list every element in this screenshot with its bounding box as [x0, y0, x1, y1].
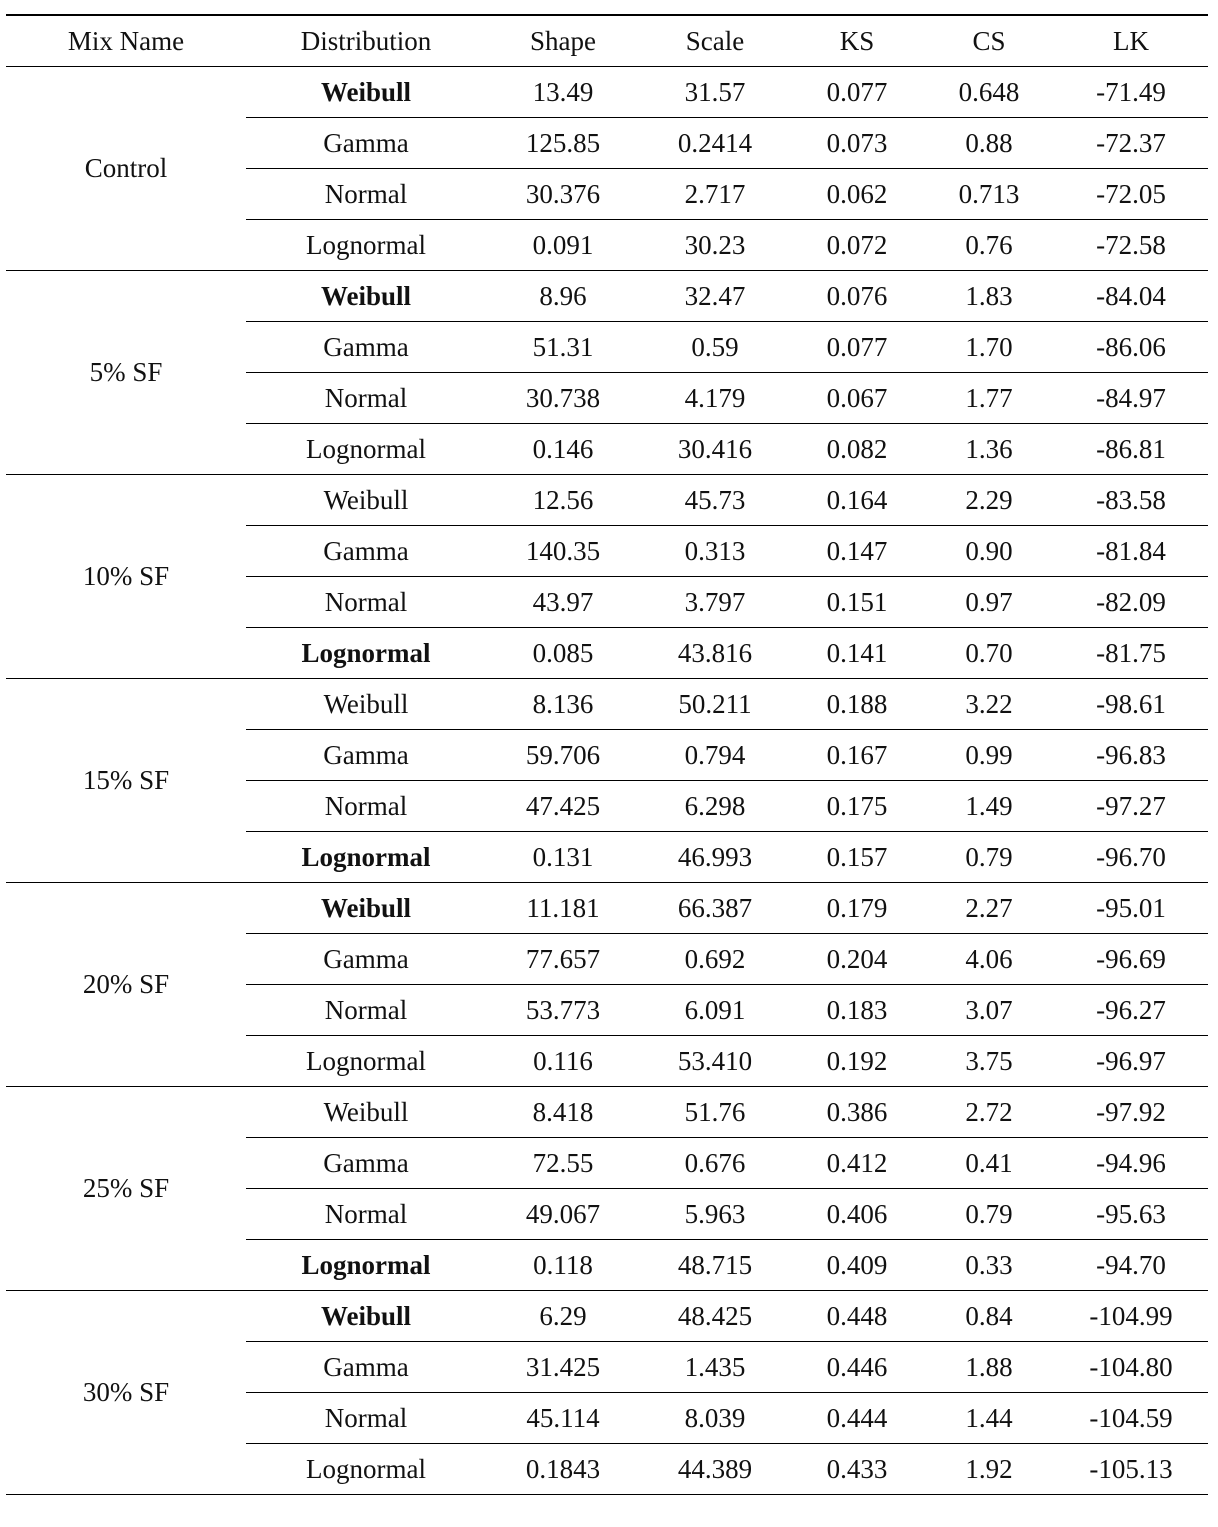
scale-cell: 45.73	[640, 475, 790, 526]
scale-cell: 0.794	[640, 730, 790, 781]
lk-cell: -95.63	[1054, 1189, 1208, 1240]
ks-cell: 0.167	[790, 730, 924, 781]
scale-cell: 4.179	[640, 373, 790, 424]
header-lk: LK	[1054, 15, 1208, 67]
distribution-cell: Gamma	[246, 526, 486, 577]
distribution-cell: Normal	[246, 1189, 486, 1240]
header-distribution: Distribution	[246, 15, 486, 67]
distribution-cell: Weibull	[246, 1087, 486, 1138]
header-row	[6, 15, 1208, 67]
distribution-cell: Weibull	[246, 883, 486, 934]
distribution-cell: Weibull	[246, 1291, 486, 1342]
distribution-cell: Gamma	[246, 322, 486, 373]
lk-cell: -72.05	[1054, 169, 1208, 220]
ks-cell: 0.157	[790, 832, 924, 883]
header-shape: Shape	[486, 15, 640, 67]
cs-cell: 0.70	[924, 628, 1054, 679]
cs-cell: 2.27	[924, 883, 1054, 934]
scale-cell: 51.76	[640, 1087, 790, 1138]
ks-cell: 0.073	[790, 118, 924, 169]
ks-cell: 0.448	[790, 1291, 924, 1342]
shape-cell: 59.706	[486, 730, 640, 781]
lk-cell: -97.27	[1054, 781, 1208, 832]
distribution-cell: Lognormal	[246, 1444, 486, 1495]
scale-cell: 0.676	[640, 1138, 790, 1189]
scale-cell: 2.717	[640, 169, 790, 220]
cs-cell: 2.29	[924, 475, 1054, 526]
scale-cell: 0.313	[640, 526, 790, 577]
ks-cell: 0.141	[790, 628, 924, 679]
lk-cell: -86.81	[1054, 424, 1208, 475]
lk-cell: -104.80	[1054, 1342, 1208, 1393]
lk-cell: -96.27	[1054, 985, 1208, 1036]
cs-cell: 0.84	[924, 1291, 1054, 1342]
shape-cell: 0.131	[486, 832, 640, 883]
table-row	[6, 883, 1208, 934]
ks-cell: 0.406	[790, 1189, 924, 1240]
cs-cell: 0.33	[924, 1240, 1054, 1291]
cs-cell: 0.90	[924, 526, 1054, 577]
distribution-cell: Lognormal	[246, 424, 486, 475]
distribution-cell: Lognormal	[246, 1240, 486, 1291]
cs-cell: 0.99	[924, 730, 1054, 781]
shape-cell: 51.31	[486, 322, 640, 373]
cs-cell: 0.97	[924, 577, 1054, 628]
scale-cell: 66.387	[640, 883, 790, 934]
cs-cell: 0.41	[924, 1138, 1054, 1189]
shape-cell: 49.067	[486, 1189, 640, 1240]
cs-cell: 1.92	[924, 1444, 1054, 1495]
cs-cell: 1.44	[924, 1393, 1054, 1444]
table-row	[6, 271, 1208, 322]
distribution-cell: Lognormal	[246, 832, 486, 883]
scale-cell: 3.797	[640, 577, 790, 628]
shape-cell: 8.96	[486, 271, 640, 322]
lk-cell: -96.83	[1054, 730, 1208, 781]
shape-cell: 8.136	[486, 679, 640, 730]
mix-name-cell: 15% SF	[6, 679, 246, 883]
scale-cell: 0.692	[640, 934, 790, 985]
lk-cell: -82.09	[1054, 577, 1208, 628]
mix-name-cell: 30% SF	[6, 1291, 246, 1495]
scale-cell: 53.410	[640, 1036, 790, 1087]
cs-cell: 1.88	[924, 1342, 1054, 1393]
ks-cell: 0.062	[790, 169, 924, 220]
scale-cell: 30.416	[640, 424, 790, 475]
mix-name-cell: Control	[6, 67, 246, 271]
table-row	[6, 1087, 1208, 1138]
ks-cell: 0.433	[790, 1444, 924, 1495]
scale-cell: 43.816	[640, 628, 790, 679]
scale-cell: 0.2414	[640, 118, 790, 169]
shape-cell: 0.146	[486, 424, 640, 475]
lk-cell: -81.84	[1054, 526, 1208, 577]
shape-cell: 0.091	[486, 220, 640, 271]
distribution-cell: Weibull	[246, 679, 486, 730]
cs-cell: 0.79	[924, 832, 1054, 883]
shape-cell: 47.425	[486, 781, 640, 832]
ks-cell: 0.175	[790, 781, 924, 832]
table-row	[6, 475, 1208, 526]
shape-cell: 12.56	[486, 475, 640, 526]
scale-cell: 44.389	[640, 1444, 790, 1495]
distribution-cell: Weibull	[246, 67, 486, 118]
shape-cell: 140.35	[486, 526, 640, 577]
lk-cell: -98.61	[1054, 679, 1208, 730]
distribution-cell: Lognormal	[246, 628, 486, 679]
cs-cell: 1.77	[924, 373, 1054, 424]
cs-cell: 0.713	[924, 169, 1054, 220]
shape-cell: 0.116	[486, 1036, 640, 1087]
ks-cell: 0.183	[790, 985, 924, 1036]
ks-cell: 0.077	[790, 322, 924, 373]
shape-cell: 0.118	[486, 1240, 640, 1291]
shape-cell: 30.738	[486, 373, 640, 424]
ks-cell: 0.147	[790, 526, 924, 577]
scale-cell: 50.211	[640, 679, 790, 730]
ks-cell: 0.151	[790, 577, 924, 628]
cs-cell: 0.648	[924, 67, 1054, 118]
cs-cell: 0.76	[924, 220, 1054, 271]
scale-cell: 1.435	[640, 1342, 790, 1393]
header-cs: CS	[924, 15, 1054, 67]
ks-cell: 0.179	[790, 883, 924, 934]
cs-cell: 4.06	[924, 934, 1054, 985]
distribution-cell: Gamma	[246, 1342, 486, 1393]
ks-cell: 0.446	[790, 1342, 924, 1393]
lk-cell: -95.01	[1054, 883, 1208, 934]
lk-cell: -96.69	[1054, 934, 1208, 985]
lk-cell: -83.58	[1054, 475, 1208, 526]
cs-cell: 3.07	[924, 985, 1054, 1036]
shape-cell: 53.773	[486, 985, 640, 1036]
mix-name-cell: 20% SF	[6, 883, 246, 1087]
shape-cell: 6.29	[486, 1291, 640, 1342]
cs-cell: 0.88	[924, 118, 1054, 169]
scale-cell: 31.57	[640, 67, 790, 118]
distribution-cell: Weibull	[246, 475, 486, 526]
lk-cell: -104.59	[1054, 1393, 1208, 1444]
scale-cell: 46.993	[640, 832, 790, 883]
ks-cell: 0.386	[790, 1087, 924, 1138]
lk-cell: -81.75	[1054, 628, 1208, 679]
ks-cell: 0.077	[790, 67, 924, 118]
mix-name-cell: 10% SF	[6, 475, 246, 679]
distribution-cell: Gamma	[246, 730, 486, 781]
shape-cell: 72.55	[486, 1138, 640, 1189]
scale-cell: 8.039	[640, 1393, 790, 1444]
distribution-cell: Normal	[246, 985, 486, 1036]
shape-cell: 8.418	[486, 1087, 640, 1138]
lk-cell: -96.97	[1054, 1036, 1208, 1087]
lk-cell: -105.13	[1054, 1444, 1208, 1495]
shape-cell: 11.181	[486, 883, 640, 934]
table-row	[6, 679, 1208, 730]
ks-cell: 0.192	[790, 1036, 924, 1087]
cs-cell: 1.70	[924, 322, 1054, 373]
ks-cell: 0.444	[790, 1393, 924, 1444]
distribution-cell: Normal	[246, 577, 486, 628]
header-ks: KS	[790, 15, 924, 67]
distribution-cell: Lognormal	[246, 1036, 486, 1087]
shape-cell: 31.425	[486, 1342, 640, 1393]
table-body	[6, 67, 1208, 1495]
ks-cell: 0.409	[790, 1240, 924, 1291]
shape-cell: 0.085	[486, 628, 640, 679]
scale-cell: 48.425	[640, 1291, 790, 1342]
distribution-cell: Gamma	[246, 934, 486, 985]
distribution-cell: Weibull	[246, 271, 486, 322]
scale-cell: 6.091	[640, 985, 790, 1036]
ks-cell: 0.067	[790, 373, 924, 424]
lk-cell: -104.99	[1054, 1291, 1208, 1342]
lk-cell: -94.96	[1054, 1138, 1208, 1189]
mix-name-cell: 25% SF	[6, 1087, 246, 1291]
lk-cell: -97.92	[1054, 1087, 1208, 1138]
distribution-fit-table	[6, 14, 1208, 1495]
header-mix-name: Mix Name	[6, 15, 246, 67]
scale-cell: 48.715	[640, 1240, 790, 1291]
distribution-cell: Normal	[246, 373, 486, 424]
shape-cell: 125.85	[486, 118, 640, 169]
cs-cell: 2.72	[924, 1087, 1054, 1138]
shape-cell: 0.1843	[486, 1444, 640, 1495]
cs-cell: 1.49	[924, 781, 1054, 832]
ks-cell: 0.082	[790, 424, 924, 475]
scale-cell: 32.47	[640, 271, 790, 322]
lk-cell: -72.37	[1054, 118, 1208, 169]
lk-cell: -96.70	[1054, 832, 1208, 883]
lk-cell: -86.06	[1054, 322, 1208, 373]
distribution-cell: Normal	[246, 169, 486, 220]
cs-cell: 1.36	[924, 424, 1054, 475]
lk-cell: -94.70	[1054, 1240, 1208, 1291]
lk-cell: -71.49	[1054, 67, 1208, 118]
lk-cell: -72.58	[1054, 220, 1208, 271]
distribution-cell: Normal	[246, 1393, 486, 1444]
lk-cell: -84.04	[1054, 271, 1208, 322]
scale-cell: 6.298	[640, 781, 790, 832]
mix-name-cell: 5% SF	[6, 271, 246, 475]
shape-cell: 30.376	[486, 169, 640, 220]
table-row	[6, 67, 1208, 118]
scale-cell: 0.59	[640, 322, 790, 373]
distribution-cell: Gamma	[246, 1138, 486, 1189]
cs-cell: 3.22	[924, 679, 1054, 730]
cs-cell: 1.83	[924, 271, 1054, 322]
shape-cell: 43.97	[486, 577, 640, 628]
ks-cell: 0.164	[790, 475, 924, 526]
distribution-cell: Normal	[246, 781, 486, 832]
ks-cell: 0.076	[790, 271, 924, 322]
lk-cell: -84.97	[1054, 373, 1208, 424]
scale-cell: 30.23	[640, 220, 790, 271]
shape-cell: 45.114	[486, 1393, 640, 1444]
ks-cell: 0.188	[790, 679, 924, 730]
scale-cell: 5.963	[640, 1189, 790, 1240]
ks-cell: 0.412	[790, 1138, 924, 1189]
ks-cell: 0.204	[790, 934, 924, 985]
distribution-cell: Gamma	[246, 118, 486, 169]
cs-cell: 0.79	[924, 1189, 1054, 1240]
cs-cell: 3.75	[924, 1036, 1054, 1087]
distribution-cell: Lognormal	[246, 220, 486, 271]
table-row	[6, 1291, 1208, 1342]
shape-cell: 77.657	[486, 934, 640, 985]
shape-cell: 13.49	[486, 67, 640, 118]
header-scale: Scale	[640, 15, 790, 67]
ks-cell: 0.072	[790, 220, 924, 271]
